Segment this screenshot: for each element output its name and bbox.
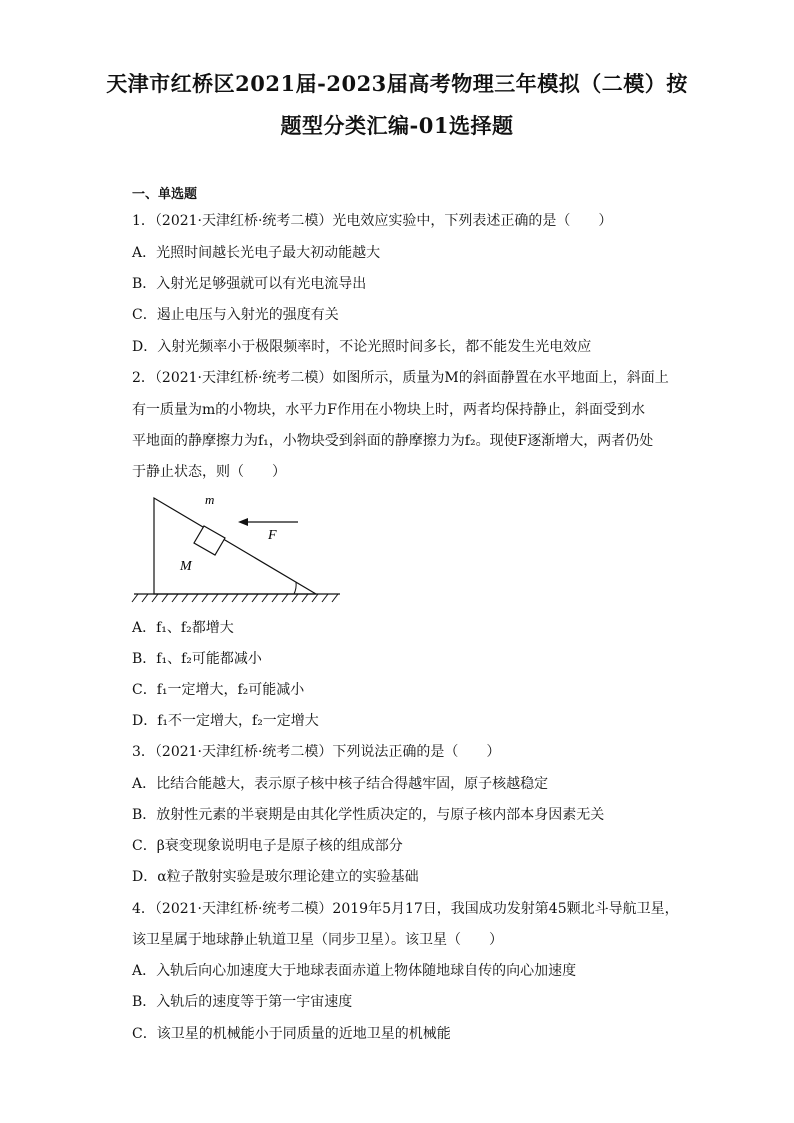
q4-option-c: C．该卫星的机械能小于同质量的近地卫星的机械能 [132,1026,451,1042]
doc-title-line-1: 天津市红桥区2021届-2023届高考物理三年模拟（二模）按 [106,71,688,96]
q2-option-c: C．f₁一定增大，f₂可能减小 [132,682,305,698]
q1-option-d: D．入射光频率小于极限频率时，不论光照时间多长，都不能发生光电效应 [132,339,592,355]
incline-figure [128,486,348,610]
label-m: m [205,492,215,507]
q2-option-d: D．f₁不一定增大，f₂一定增大 [132,713,319,729]
label-M: M [180,559,192,574]
q3-stem: 3．（2021·天津红桥·统考二模）下列说法正确的是（ ） [132,744,501,760]
q1-option-a: A．光照时间越长光电子最大初动能越大 [132,245,381,261]
q2-option-b: B．f₁、f₂可能都减小 [132,651,262,667]
q4-option-a: A．入轨后向心加速度大于地球表面赤道上物体随地球自传的向心加速度 [132,963,577,979]
q3-option-c: C．β衰变现象说明电子是原子核的组成部分 [132,838,403,854]
force-arrow-head [238,518,248,526]
q4-stem-line-2: 该卫星属于地球静止轨道卫星（同步卫星）。该卫星（ ） [132,932,503,948]
q3-option-d: D．α粒子散射实验是玻尔理论建立的实验基础 [132,869,419,885]
q3-option-b: B．放射性元素的半衰期是由其化学性质决定的，与原子核内部本身因素无关 [132,807,605,823]
q2-stem-line-4: 于静止状态，则（ ） [132,464,286,480]
q1-option-c: C．遏止电压与入射光的强度有关 [132,307,339,323]
q2-stem-line-1: 2．（2021·天津红桥·统考二模）如图所示，质量为M的斜面静置在水平地面上，斜面上 [132,370,669,386]
q4-stem-line-1: 4．（2021·天津红桥·统考二模）2019年5月17日，我国成功发射第45颗北斗导航卫星， [132,901,679,917]
doc-title-line-2: 题型分类汇编-01选择题 [280,113,514,138]
ground-hatching [132,594,338,602]
q3-option-a: A．比结合能越大，表示原子核中核子结合得越牢固，原子核越稳定 [132,776,549,792]
incline-angle-arc [294,582,296,594]
q2-stem-line-3: 平地面的静摩擦力为f₁，小物块受到斜面的静摩擦力为f₂。现使F逐渐增大，两者仍处 [132,433,654,449]
small-block [194,526,225,555]
q1-stem: 1．（2021·天津红桥·统考二模）光电效应实验中，下列表述正确的是（ ） [132,213,613,229]
label-F: F [268,528,277,543]
q2-option-a: A．f₁、f₂都增大 [132,620,234,636]
incline-diagram [128,486,348,610]
q2-stem-line-2: 有一质量为m的小物块，水平力F作用在小物块上时，两者均保持静止，斜面受到水 [132,402,645,418]
incline-wedge [154,498,316,594]
section-heading: 一、单选题 [132,187,198,202]
q4-option-b: B．入轨后的速度等于第一宇宙速度 [132,994,353,1010]
q1-option-b: B．入射光足够强就可以有光电流导出 [132,276,367,292]
